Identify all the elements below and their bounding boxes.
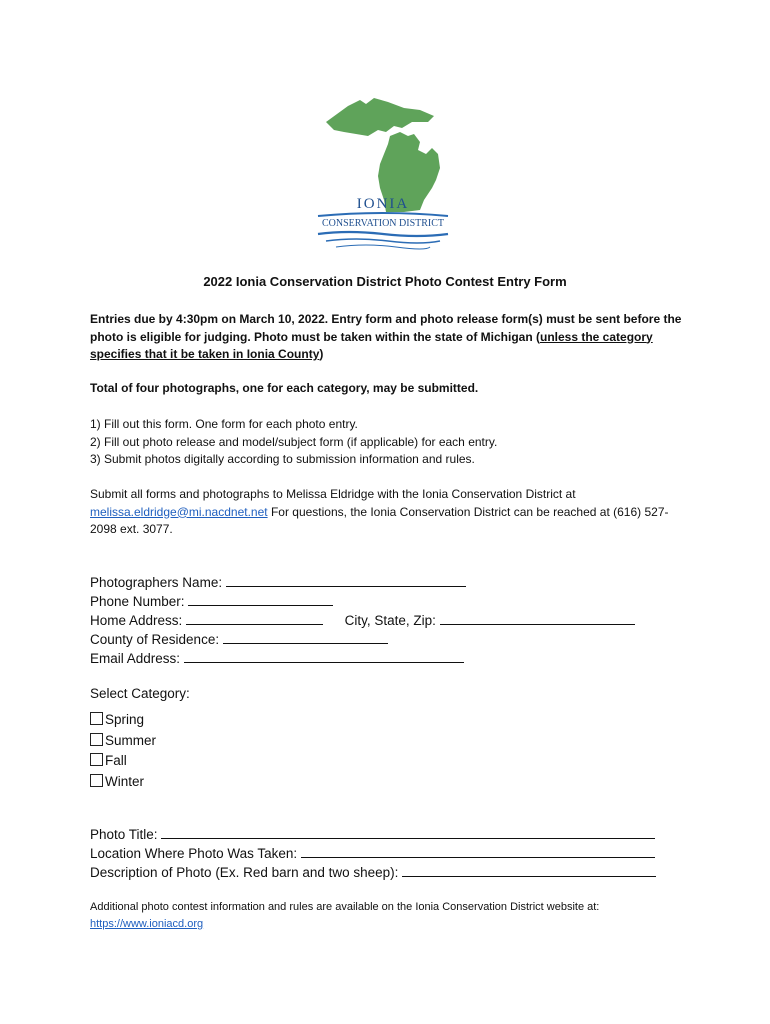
phone-field[interactable]: [188, 591, 333, 606]
photo-fields: [90, 824, 656, 881]
photo-location-row: [90, 843, 656, 862]
logo-wave-2: [326, 239, 440, 243]
intro-close: ): [319, 347, 324, 361]
form-title: 2022 Ionia Conservation District Photo Contest Entry Form: [203, 274, 567, 289]
address-label: Home Address:: [90, 613, 183, 628]
footer-text: Additional photo contest information and rules are available on the Ionia Conservation District website at:: [90, 901, 600, 913]
category-spring-label: Spring: [105, 712, 145, 727]
county-field[interactable]: [223, 629, 388, 644]
logo-name-bottom: CONSERVATION DISTRICT: [321, 218, 445, 229]
photo-title-row: [90, 824, 656, 843]
name-field[interactable]: [226, 572, 466, 587]
photo-description-label: Description of Photo (Ex. Red barn and two sheep):: [90, 865, 399, 880]
step-1: 1) Fill out this form. One form for each photo entry.: [90, 417, 358, 431]
logo-wave-1: [318, 232, 448, 236]
phone-label: Phone Number:: [90, 594, 185, 609]
footer-note: [90, 899, 710, 933]
checkbox-spring[interactable]: [90, 712, 103, 725]
city-label: City, State, Zip:: [344, 613, 436, 628]
category-title: Select Category:: [90, 686, 190, 701]
category-winter-label: Winter: [105, 773, 145, 789]
logo-wave-3: [336, 245, 430, 249]
category-options: [90, 710, 156, 792]
checkbox-fall[interactable]: [90, 753, 103, 766]
michigan-map-logo-icon: [308, 92, 458, 257]
category-fall-label: Fall: [105, 753, 127, 768]
address-row: [90, 610, 635, 629]
category-summer[interactable]: [90, 731, 156, 752]
website-link[interactable]: https://www.ioniacd.org: [90, 918, 204, 930]
email-row: [90, 648, 635, 667]
contact-fields: [90, 572, 635, 667]
checkbox-winter[interactable]: [90, 774, 103, 787]
contact-text: For questions, the Ionia Conservation District can be reached at (616) 527-2098 ext. 3077.: [90, 504, 669, 536]
phone-row: [90, 591, 635, 610]
photo-description-field[interactable]: [402, 862, 656, 877]
county-row: [90, 629, 635, 648]
upper-peninsula-shape: [326, 98, 434, 136]
name-label: Photographers Name:: [90, 575, 223, 590]
submission-text: Submit all forms and photographs to Melissa Eldridge with the Ionia Conservation District at: [90, 487, 576, 501]
instruction-steps: [90, 416, 690, 469]
name-row: [90, 572, 635, 591]
category-summer-label: Summer: [105, 732, 157, 748]
checkbox-summer[interactable]: [90, 733, 103, 746]
logo-wave-top: [318, 213, 448, 216]
category-spring[interactable]: [90, 710, 156, 731]
email-link[interactable]: melissa.eldridge@mi.nacdnet.net: [90, 504, 268, 519]
submission-paragraph: [90, 486, 690, 539]
ionia-conservation-district-logo: [308, 92, 458, 257]
city-field[interactable]: [440, 610, 635, 625]
photo-location-field[interactable]: [301, 843, 655, 858]
category-winter[interactable]: [90, 772, 156, 793]
photo-location-label: Location Where Photo Was Taken:: [90, 846, 298, 861]
email-label: Email Address:: [90, 651, 181, 666]
photo-title-label: Photo Title:: [90, 827, 158, 842]
step-2: 2) Fill out photo release and model/subject form (if applicable) for each entry.: [90, 434, 498, 449]
address-field[interactable]: [186, 610, 323, 625]
category-fall[interactable]: [90, 751, 156, 772]
photo-title-field[interactable]: [161, 824, 655, 839]
step-3: 3) Submit photos digitally according to submission information and rules.: [90, 452, 475, 466]
county-label: County of Residence:: [90, 632, 220, 647]
intro-text: Entries due by 4:30pm on March 10, 2022. Entry form and photo release form(s) must be sent before the photo is eligible for judging. Photo must be taken within the state of Michigan (: [90, 312, 682, 344]
email-field[interactable]: [184, 648, 464, 663]
logo-name-top: IONIA: [356, 196, 410, 212]
intro-underlined-text: unless the category specifies that it be taken in Ionia County: [90, 329, 653, 361]
total-photographs-note: Total of four photographs, one for each category, may be submitted.: [90, 381, 479, 395]
intro-paragraph: [90, 311, 690, 364]
photo-description-row: [90, 862, 656, 881]
